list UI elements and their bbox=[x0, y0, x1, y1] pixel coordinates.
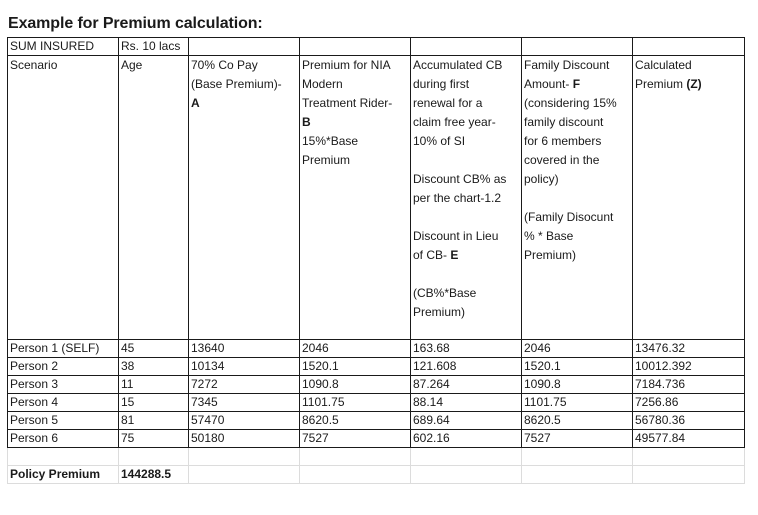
table-row bbox=[8, 412, 745, 430]
cell-calculated-premium: 49577.84 bbox=[633, 430, 745, 448]
table-row bbox=[8, 358, 745, 376]
cell-cb-discount: 689.64 bbox=[411, 412, 522, 430]
cell-family-discount: 8620.5 bbox=[522, 412, 633, 430]
cell-base-premium: 13640 bbox=[189, 340, 300, 358]
code-f: F bbox=[572, 77, 581, 91]
cell-scenario: Person 2 bbox=[8, 358, 119, 376]
table-row bbox=[8, 394, 745, 412]
cell-calculated-premium: 7256.86 bbox=[633, 394, 745, 412]
cell-family-discount: 1101.75 bbox=[522, 394, 633, 412]
cell-family-discount: 1520.1 bbox=[522, 358, 633, 376]
cell-calculated-premium: 7184.736 bbox=[633, 376, 745, 394]
policy-premium-row bbox=[8, 466, 745, 484]
cell-age: 15 bbox=[119, 394, 189, 412]
cell-rider-premium: 1090.8 bbox=[300, 376, 411, 394]
header-row bbox=[8, 56, 745, 340]
table-row bbox=[8, 340, 745, 358]
header-age: Age bbox=[119, 56, 189, 340]
cell-rider-premium: 8620.5 bbox=[300, 412, 411, 430]
policy-premium-label: Policy Premium bbox=[8, 466, 119, 484]
cell-cb-discount: 88.14 bbox=[411, 394, 522, 412]
table-row bbox=[8, 376, 745, 394]
cell-cb-discount: 121.608 bbox=[411, 358, 522, 376]
cell-base-premium: 7272 bbox=[189, 376, 300, 394]
cell-scenario: Person 3 bbox=[8, 376, 119, 394]
cell-rider-premium: 7527 bbox=[300, 430, 411, 448]
header-rider-premium: Premium for NIA Modern Treatment Rider- B 15%*Base Premium bbox=[300, 56, 411, 340]
cell-family-discount: 1090.8 bbox=[522, 376, 633, 394]
cell-family-discount: 7527 bbox=[522, 430, 633, 448]
header-scenario: Scenario bbox=[8, 56, 119, 340]
cell-rider-premium: 1101.75 bbox=[300, 394, 411, 412]
premium-calculation-table bbox=[7, 37, 745, 484]
policy-premium-value: 144288.5 bbox=[119, 466, 189, 484]
sum-insured-row bbox=[8, 38, 745, 56]
cell-base-premium: 50180 bbox=[189, 430, 300, 448]
cell-rider-premium: 1520.1 bbox=[300, 358, 411, 376]
cell-scenario: Person 1 (SELF) bbox=[8, 340, 119, 358]
sum-insured-label: SUM INSURED bbox=[8, 38, 119, 56]
code-e: E bbox=[450, 248, 459, 262]
empty-cell bbox=[633, 38, 745, 56]
code-a: A bbox=[191, 96, 200, 110]
cell-cb-discount: 87.264 bbox=[411, 376, 522, 394]
cell-scenario: Person 6 bbox=[8, 430, 119, 448]
sum-insured-value: Rs. 10 lacs bbox=[119, 38, 189, 56]
cell-calculated-premium: 10012.392 bbox=[633, 358, 745, 376]
page-title: Example for Premium calculation: bbox=[8, 15, 263, 32]
cell-base-premium: 57470 bbox=[189, 412, 300, 430]
empty-cell bbox=[522, 38, 633, 56]
cell-age: 75 bbox=[119, 430, 189, 448]
cell-cb-discount: 602.16 bbox=[411, 430, 522, 448]
empty-cell bbox=[411, 38, 522, 56]
empty-cell bbox=[300, 38, 411, 56]
cell-age: 11 bbox=[119, 376, 189, 394]
cell-calculated-premium: 13476.32 bbox=[633, 340, 745, 358]
cell-calculated-premium: 56780.36 bbox=[633, 412, 745, 430]
blank-row bbox=[8, 448, 745, 466]
cell-scenario: Person 5 bbox=[8, 412, 119, 430]
cell-base-premium: 10134 bbox=[189, 358, 300, 376]
header-calculated-premium: Calculated Premium (Z) bbox=[633, 56, 745, 340]
header-family-discount: Family Discount Amount- F (considering 15% family discount for 6 members covered in the policy) (Family Disocunt % * Base Premium) bbox=[522, 56, 633, 340]
code-z: (Z) bbox=[686, 77, 702, 91]
cell-cb-discount: 163.68 bbox=[411, 340, 522, 358]
empty-cell bbox=[189, 38, 300, 56]
cell-base-premium: 7345 bbox=[189, 394, 300, 412]
header-cb-discount: Accumulated CB during first renewal for a claim free year- 10% of SI Discount CB% as per the chart-1.2 Discount in Lieu of CB- E (CB%*Base Premium) bbox=[411, 56, 522, 340]
cell-rider-premium: 2046 bbox=[300, 340, 411, 358]
code-b: B bbox=[302, 115, 311, 129]
cell-scenario: Person 4 bbox=[8, 394, 119, 412]
cell-age: 45 bbox=[119, 340, 189, 358]
cell-family-discount: 2046 bbox=[522, 340, 633, 358]
table-row bbox=[8, 430, 745, 448]
cell-age: 81 bbox=[119, 412, 189, 430]
cell-age: 38 bbox=[119, 358, 189, 376]
header-base-premium: 70% Co Pay (Base Premium)- A bbox=[189, 56, 300, 340]
